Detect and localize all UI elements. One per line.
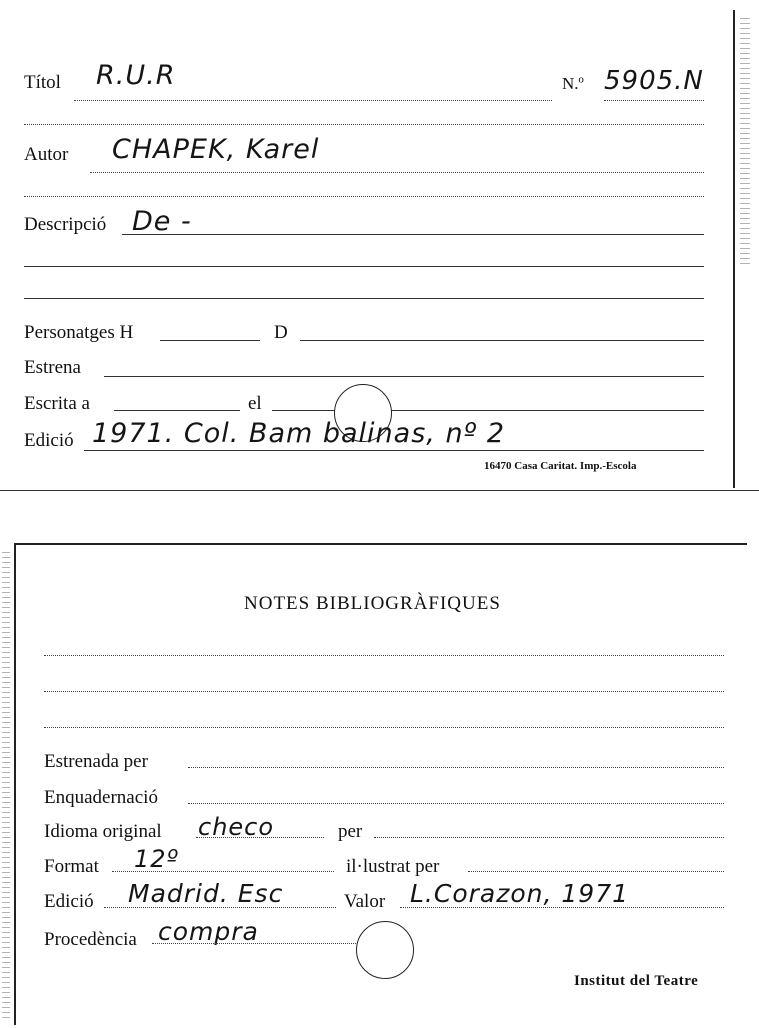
escrita-label: Escrita a xyxy=(24,393,90,414)
procedencia-value: compra xyxy=(158,917,259,946)
titol-value: R.U.R xyxy=(96,60,176,91)
institution-name: Institut del Teatre xyxy=(574,973,699,989)
idioma-line xyxy=(196,837,324,838)
estrenada-label: Estrenada per xyxy=(44,751,148,772)
edicio-back-label: Edició xyxy=(44,891,94,912)
numero-value: 5905.N xyxy=(604,66,704,96)
edicio-line xyxy=(84,450,704,451)
autor-label: Autor xyxy=(24,144,69,165)
personatges-d-label: D xyxy=(274,322,288,343)
autor-extra-line xyxy=(24,196,704,197)
idioma-value: checo xyxy=(198,813,275,841)
descripcio-line xyxy=(122,234,704,235)
catalog-card-back xyxy=(14,543,747,1025)
edicio-back-line xyxy=(104,907,336,908)
punch-hole-back xyxy=(356,921,414,979)
personatges-h-line xyxy=(160,340,260,341)
format-il-label: il·lustrat per xyxy=(346,856,440,877)
format-label: Format xyxy=(44,856,99,877)
edicio-back-value: Madrid. Esc xyxy=(128,879,284,908)
format-line xyxy=(112,871,334,872)
catalog-card-front xyxy=(0,10,735,488)
descripcio-label: Descripció xyxy=(24,214,107,235)
format-il-line xyxy=(468,871,724,872)
personatges-d-line xyxy=(300,340,704,341)
notes-line-2 xyxy=(44,691,724,692)
descripcio-line-2 xyxy=(24,266,704,267)
edicio-label: Edició xyxy=(24,430,74,451)
procedencia-label: Procedència xyxy=(44,929,137,950)
personatges-label: Personatges H xyxy=(24,322,134,343)
estrena-line xyxy=(104,376,704,377)
idioma-per-line xyxy=(374,837,724,838)
enquadernacio-label: Enquadernació xyxy=(44,787,158,808)
format-value: 12º xyxy=(134,845,179,873)
notes-heading: NOTES BIBLIOGRÀFIQUES xyxy=(244,593,501,614)
idioma-label: Idioma original xyxy=(44,821,162,842)
titol-extra-line xyxy=(24,124,704,125)
printer-imprint: 16470 Casa Caritat. Imp.-Escola xyxy=(484,460,637,472)
numero-line xyxy=(604,100,704,101)
scan-noise-left xyxy=(2,548,10,1018)
descripcio-value: De - xyxy=(132,206,192,237)
scan-noise xyxy=(740,14,750,264)
descripcio-line-3 xyxy=(24,298,704,299)
idioma-per-label: per xyxy=(338,821,363,842)
titol-line xyxy=(74,100,552,101)
escrita-el-label: el xyxy=(248,393,262,414)
valor-label: Valor xyxy=(344,891,386,912)
valor-value: L.Corazon, 1971 xyxy=(410,879,630,908)
estrenada-line xyxy=(188,767,724,768)
autor-value: CHAPEK, Karel xyxy=(112,134,320,165)
procedencia-line xyxy=(152,943,362,944)
notes-line-1 xyxy=(44,655,724,656)
card-separator xyxy=(0,490,759,491)
titol-label: Títol xyxy=(24,72,61,93)
estrena-label: Estrena xyxy=(24,357,81,378)
autor-line xyxy=(90,172,704,173)
notes-line-3 xyxy=(44,727,724,728)
enquadernacio-line xyxy=(188,803,724,804)
numero-label: N.º xyxy=(562,74,584,93)
edicio-value: 1971. Col. Bam balinas, nº 2 xyxy=(92,418,506,449)
valor-line xyxy=(400,907,724,908)
escrita-a-line xyxy=(114,410,240,411)
